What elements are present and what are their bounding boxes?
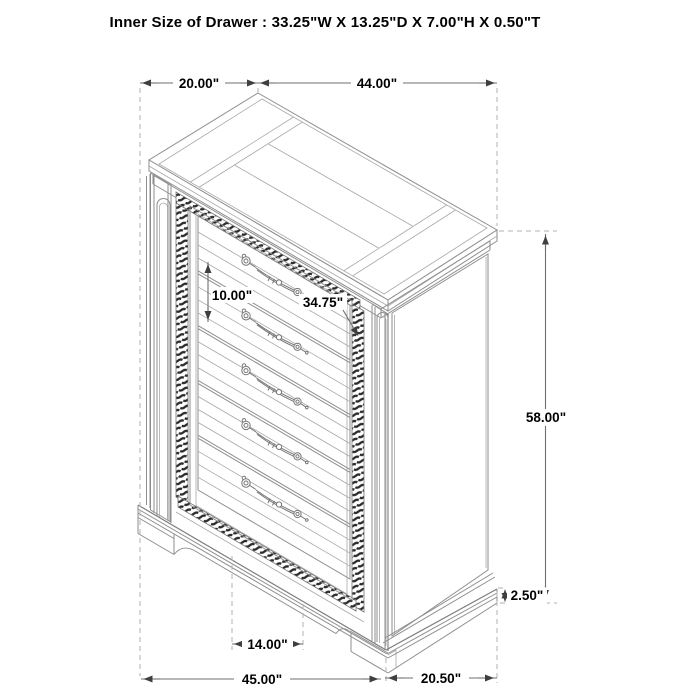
left-pilaster (151, 173, 172, 523)
dim-label-base-height: 2.50" (510, 588, 544, 603)
bottom-rail (176, 512, 364, 622)
dim-label-base-depth: 20.50" (420, 671, 462, 686)
base-dimension-group (141, 556, 497, 687)
height-dimension-group (497, 231, 572, 683)
dim-label-drawer-width: 34.75" (302, 295, 344, 310)
right-pilaster (372, 304, 388, 651)
page-title: Inner Size of Drawer : 33.25"W X 13.25"D X 7.00"H X 0.50"T (109, 14, 541, 31)
dim-label-foot-spacing: 14.00" (247, 637, 288, 652)
base-plinth (138, 505, 497, 673)
dim-label-overall-height: 58.00" (525, 410, 567, 425)
chest-drawing (138, 93, 497, 673)
dim-label-top-width: 44.00" (356, 76, 398, 91)
left-side-edge (147, 174, 151, 508)
center-foot (350, 631, 396, 673)
dim-label-base-width: 45.00" (241, 672, 283, 687)
dim-label-top-depth: 20.00" (178, 76, 220, 91)
dim-label-drawer-height: 10.00" (211, 288, 253, 303)
side-panel (383, 254, 495, 643)
